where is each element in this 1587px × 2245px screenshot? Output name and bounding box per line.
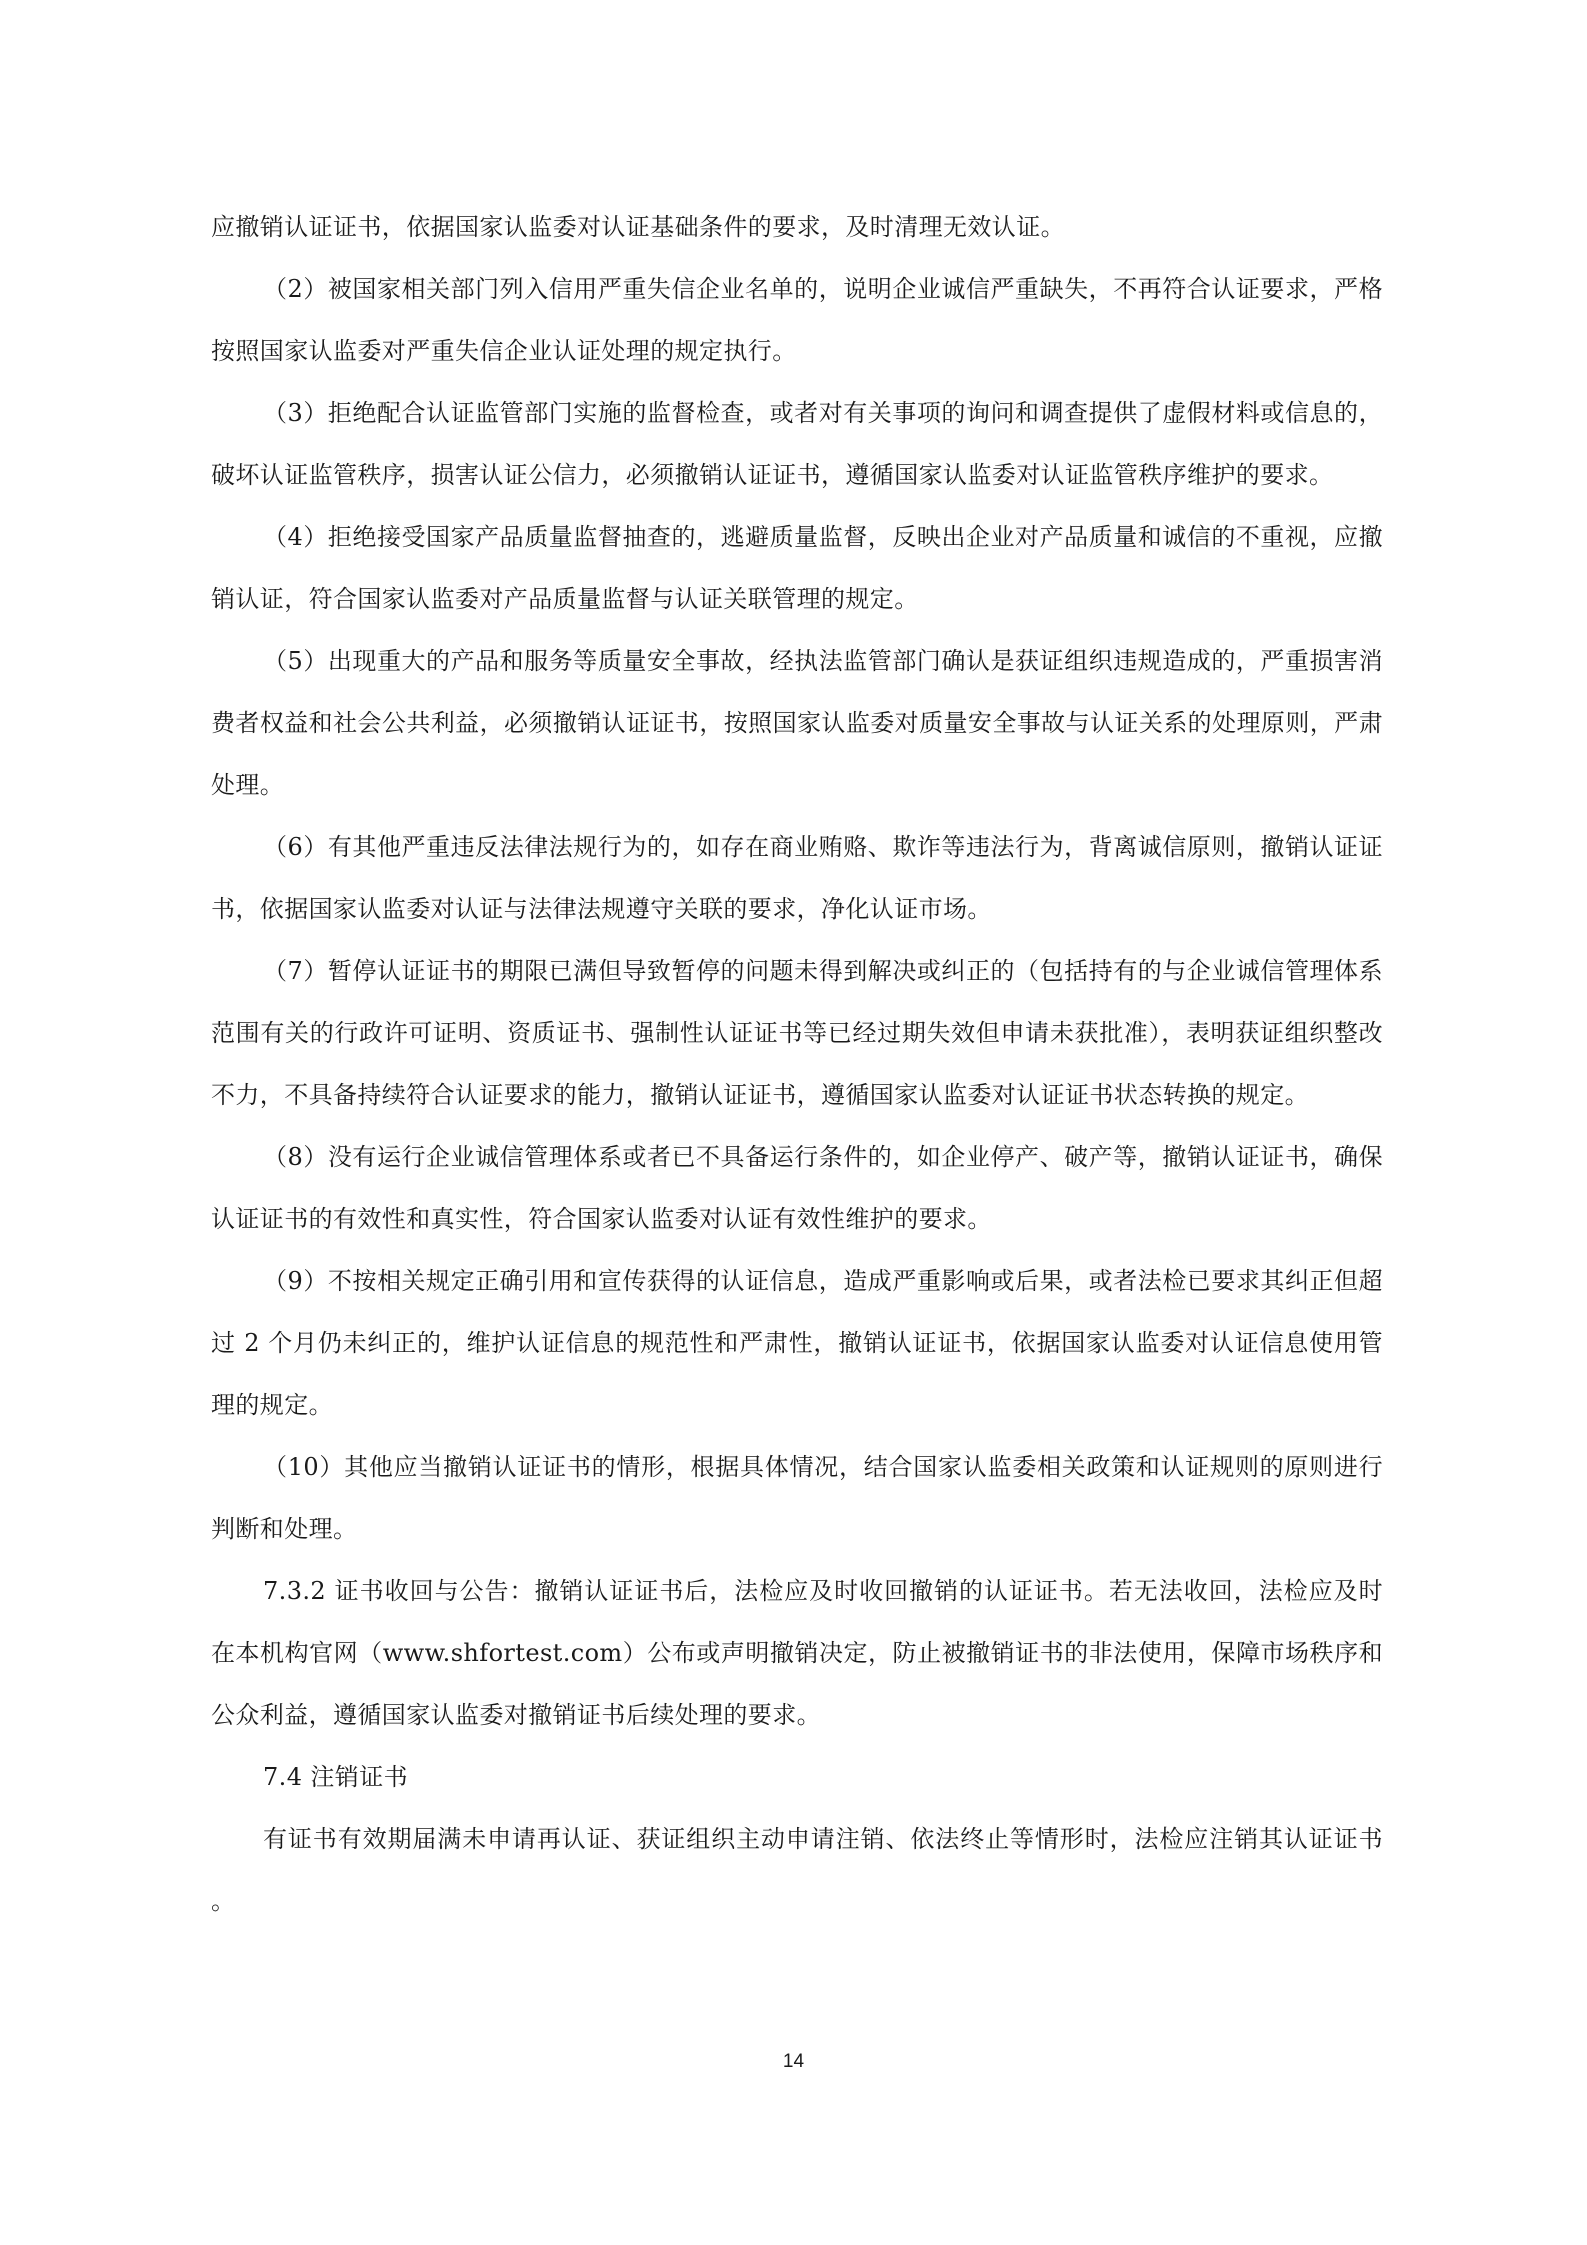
paragraph-item-7: （7）暂停认证证书的期限已满但导致暂停的问题未得到解决或纠正的（包括持有的与企业诚信管理体系范围有关的行政许可证明、资质证书、强制性认证证书等已经过期失效但申请未获批准），表明获证组织整改不力，不具备持续符合认证要求的能力，撤销认证证书，遵循国家认监委对认证证书状态转换的规定。 [211, 957, 1383, 1109]
paragraph-item-8: （8）没有运行企业诚信管理体系或者已不具备运行条件的，如企业停产、破产等，撤销认证证书，确保认证证书的有效性和真实性，符合国家认监委对认证有效性维护的要求。 [211, 1143, 1383, 1233]
paragraph-continuation: 应撤销认证证书，依据国家认监委对认证基础条件的要求，及时清理无效认证。 [211, 213, 1065, 241]
paragraph-item-3: （3）拒绝配合认证监管部门实施的监督检查，或者对有关事项的询问和调查提供了虚假材料或信息的，破坏认证监管秩序，损害认证公信力，必须撤销认证证书，遵循国家认监委对认证监管秩序维护的要求。 [211, 399, 1383, 489]
page-number: 14 [782, 2051, 805, 2072]
paragraph-item-6: （6）有其他严重违反法律法规行为的，如存在商业贿赂、欺诈等违法行为，背离诚信原则，撤销认证证书，依据国家认监委对认证与法律法规遵守关联的要求，净化认证市场。 [211, 833, 1383, 923]
paragraph-section-7-4-body: 有证书有效期届满未申请再认证、获证组织主动申请注销、依法终止等情形时，法检应注销其认证证书。 [211, 1825, 1383, 1915]
paragraph-section-7-3-2: 7.3.2 证书收回与公告：撤销认证证书后，法检应及时收回撤销的认证证书。若无法收回，法检应及时在本机构官网（www.shfortest.com）公布或声明撤销决定，防止被撤销证书的非法使用，保障市场秩序和公众利益，遵循国家认监委对撤销证书后续处理的要求。 [211, 1577, 1383, 1729]
document-body [211, 196, 1383, 1932]
paragraph-item-10: （10）其他应当撤销认证证书的情形，根据具体情况，结合国家认监委相关政策和认证规则的原则进行判断和处理。 [211, 1453, 1383, 1543]
paragraph-item-4: （4）拒绝接受国家产品质量监督抽查的，逃避质量监督，反映出企业对产品质量和诚信的不重视，应撤销认证，符合国家认监委对产品质量监督与认证关联管理的规定。 [211, 523, 1383, 613]
paragraph-item-2: （2）被国家相关部门列入信用严重失信企业名单的，说明企业诚信严重缺失，不再符合认证要求，严格按照国家认监委对严重失信企业认证处理的规定执行。 [211, 275, 1383, 365]
section-heading-7-4: 7.4 注销证书 [263, 1763, 408, 1791]
paragraph-item-9: （9）不按相关规定正确引用和宣传获得的认证信息，造成严重影响或后果，或者法检已要求其纠正但超过 2 个月仍未纠正的，维护认证信息的规范性和严肃性，撤销认证证书，依据国家认监委对认证信息使用管理的规定。 [211, 1267, 1383, 1419]
paragraph-item-5: （5）出现重大的产品和服务等质量安全事故，经执法监管部门确认是获证组织违规造成的，严重损害消费者权益和社会公共利益，必须撤销认证证书，按照国家认监委对质量安全事故与认证关系的处理原则，严肃处理。 [211, 647, 1383, 799]
